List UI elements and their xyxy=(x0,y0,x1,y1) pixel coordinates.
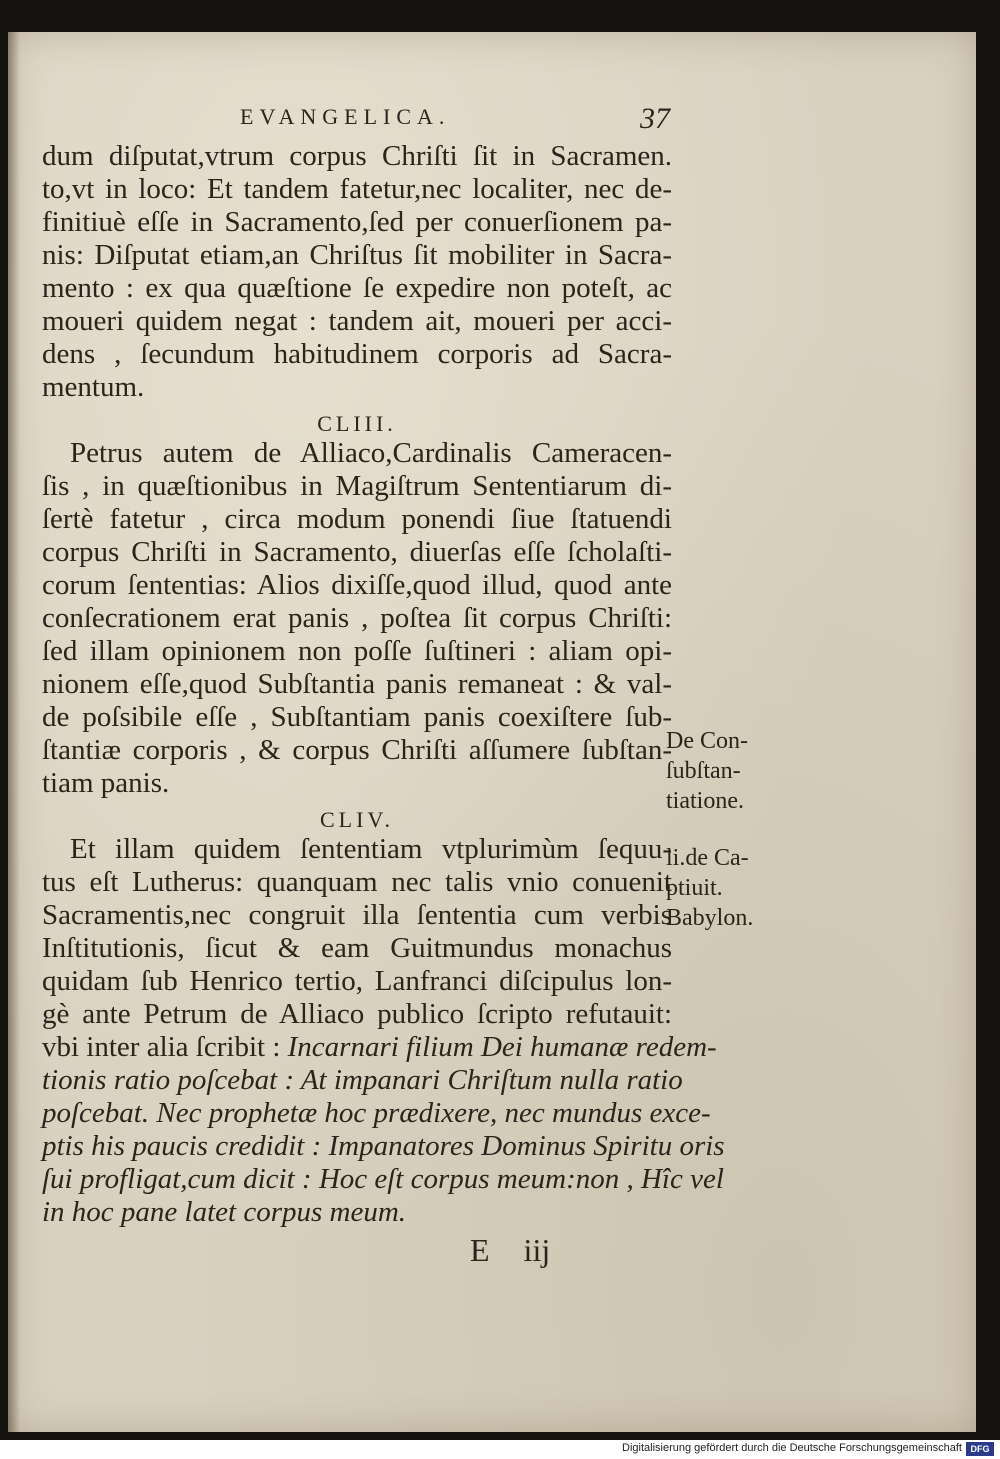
text-line: quidam ſub Henrico tertio, Lanfranci diſcipulus lon- xyxy=(42,965,672,997)
text-line: tus eſt Lutherus: quanquam nec talis vnio conuenit xyxy=(42,866,672,898)
running-title: EVANGELICA. xyxy=(240,104,451,129)
text-line: corum ſententias: Alios dixiſſe,quod illud, quod ante xyxy=(42,569,672,601)
text-roman: vbi inter alia ſcribit : xyxy=(42,1031,288,1063)
quotation-line: ſui profligat,cum dicit : Hoc eſt corpus meum:non , Hîc vel xyxy=(42,1163,724,1195)
text-line: nis: Diſputat etiam,an Chriſtus ſit mobiliter in Sacra- xyxy=(42,239,672,271)
margin-line: ſubſtan- xyxy=(666,758,741,784)
text-line: mentum. xyxy=(42,371,145,403)
margin-line: De Con- xyxy=(666,728,748,754)
text-line: mento : ex qua quæſtione ſe expedire non poteſt, ac xyxy=(42,272,672,304)
text-line: gè ante Petrum de Alliaco publico ſcripto refutauit: xyxy=(42,998,672,1030)
text-line: tiam panis. xyxy=(42,767,170,799)
text-line: finitiuè eſſe in Sacramento,ſed per conuerſionem pa- xyxy=(42,206,672,238)
text-line: Petrus autem de Alliaco,Cardinalis Cameracen- xyxy=(70,437,672,469)
funding-credit: Digitalisierung gefördert durch die Deutsche Forschungsgemeinschaft xyxy=(622,1442,962,1454)
text-line: ſed illam opinionem non poſſe ſuſtineri : aliam opi- xyxy=(42,635,672,667)
text-line: Et illam quidem ſententiam vtplurimùm ſequu- xyxy=(70,833,672,865)
quotation-italic: Incarnari filium Dei humanæ redem- xyxy=(287,1031,717,1063)
quotation-line: tionis ratio poſcebat : At impanari Chriſtum nulla ratio xyxy=(42,1064,683,1096)
page-header xyxy=(240,104,670,138)
text-line: dens , ſecundum habitudinem corporis ad Sacra- xyxy=(42,338,672,370)
mixed-text-line xyxy=(42,1031,717,1064)
section-number-153: CLIII. xyxy=(317,411,397,436)
text-line: Inſtitutionis, ſicut & eam Guitmundus monachus xyxy=(42,932,672,964)
page-number: 37 xyxy=(640,102,670,135)
text-line: dum diſputat,vtrum corpus Chriſti ſit in Sacramen. xyxy=(42,140,672,172)
text-line: conſecrationem erat panis , poſtea ſit corpus Chriſti: xyxy=(42,602,672,634)
margin-line: tiatione. xyxy=(666,788,744,814)
margin-line: Babylon. xyxy=(666,905,754,931)
page-gutter-shadow xyxy=(8,32,20,1432)
quotation-line: poſcebat. Nec prophetæ hoc prædixere, nec mundus exce- xyxy=(42,1097,711,1129)
margin-line: li.de Ca- xyxy=(666,845,749,871)
margin-line: ptiuit. xyxy=(666,875,723,901)
section-number-154: CLIV. xyxy=(320,807,394,832)
digitization-footer xyxy=(0,1440,1000,1459)
marginal-note-consubstantiation xyxy=(666,726,748,816)
text-line: de poſsibile eſſe , Subſtantiam panis coexiſtere ſub- xyxy=(42,701,672,733)
text-line: corpus Chriſti in Sacramento, diuerſas eſſe ſcholaſti- xyxy=(42,536,672,568)
signature-mark: E iij xyxy=(470,1232,551,1268)
text-line: Sacramentis,nec congruit illa ſententia cum verbis xyxy=(42,899,672,931)
marginal-note-babylon xyxy=(666,843,753,933)
quotation-line: in hoc pane latet corpus meum. xyxy=(42,1196,407,1228)
text-line: ſtantiæ corporis , & corpus Chriſti aſſumere ſubſtan- xyxy=(42,734,672,766)
text-line: nionem eſſe,quod Subſtantia panis remaneat : & val- xyxy=(42,668,672,700)
text-line: ſis , in quæſtionibus in Magiſtrum Sententiarum di- xyxy=(42,470,672,502)
dfg-logo[interactable]: DFG xyxy=(966,1442,994,1456)
text-line: moueri quidem negat : tandem ait, moueri per acci- xyxy=(42,305,672,337)
text-line: ſertè fatetur , circa modum ponendi ſiue ſtatuendi xyxy=(42,503,672,535)
quotation-line: ptis his paucis credidit : Impanatores Dominus Spiritu oris xyxy=(42,1130,725,1162)
text-line: to,vt in loco: Et tandem fatetur,nec localiter, nec de- xyxy=(42,173,672,205)
